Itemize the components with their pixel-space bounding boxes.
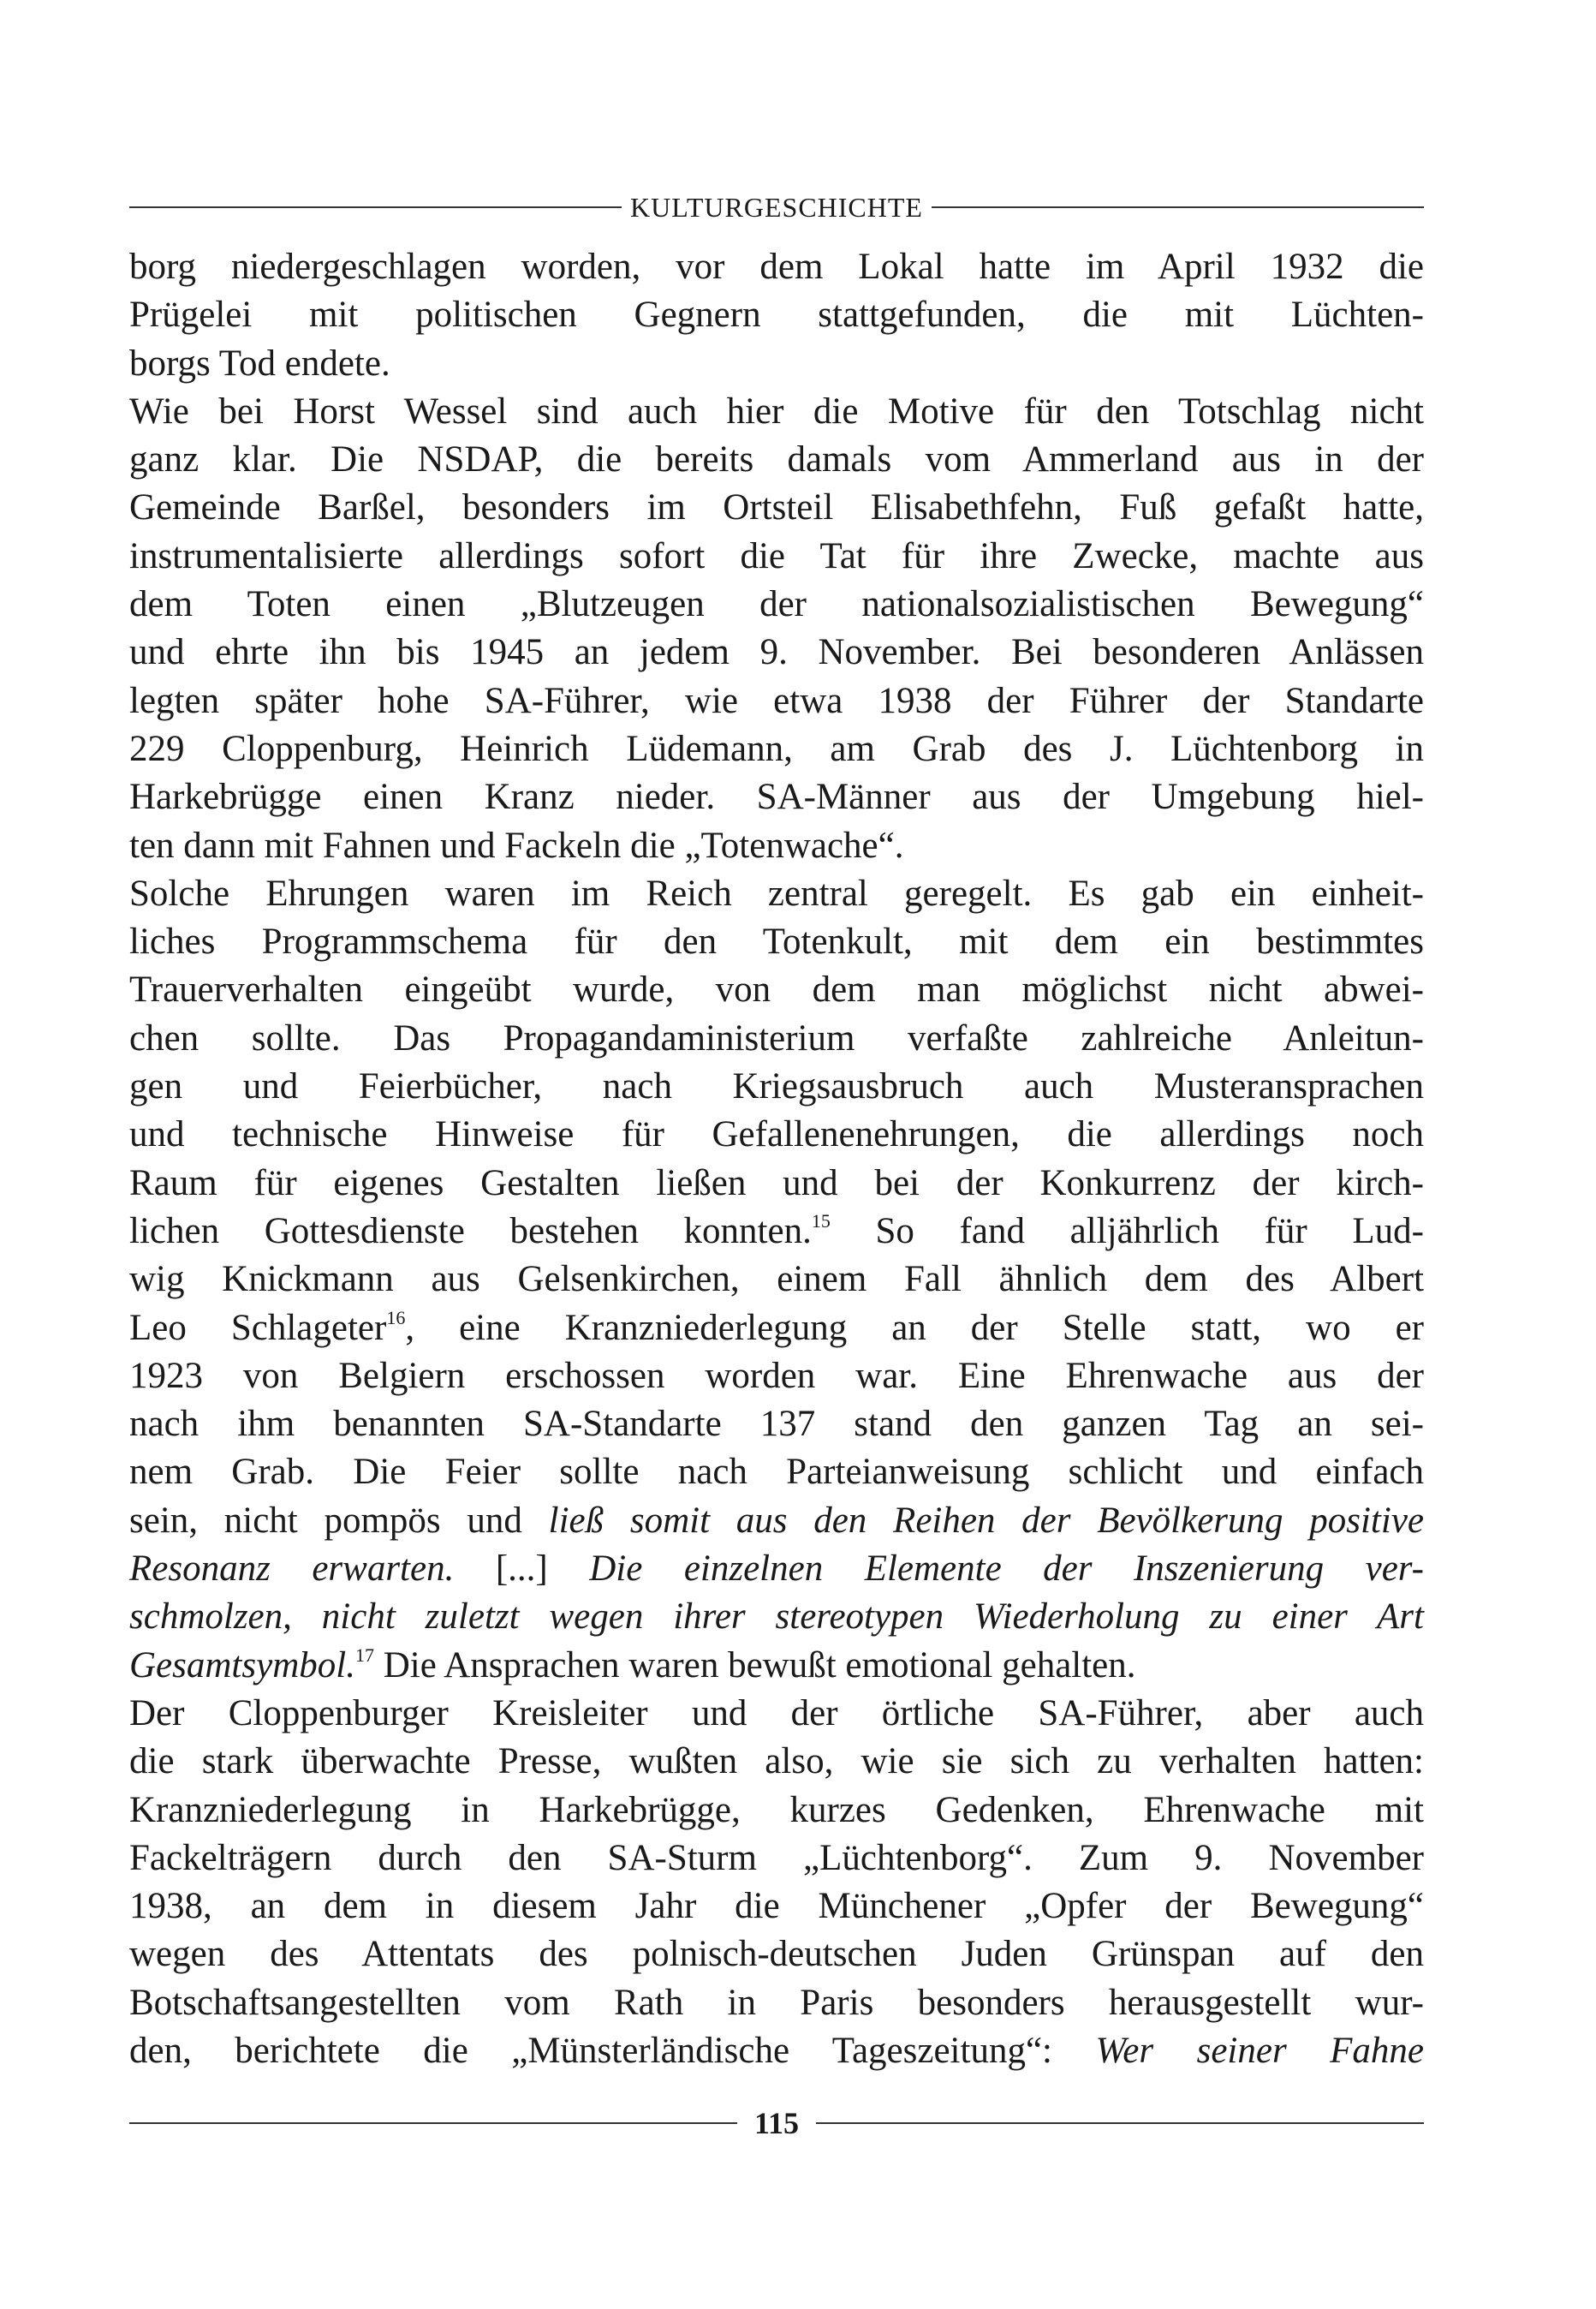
text-run: liches Programmschema für den Totenkult, mit dem ein bestimmtes [129,922,1424,963]
text-line [129,243,1424,291]
text-line [129,725,1424,773]
text-line [129,291,1424,339]
text-run: lichen Gottesdienste bestehen konnten. [129,1210,812,1251]
text-line [129,1593,1424,1641]
text-run: borg niedergeschlagen worden, vor dem Lokal hatte im April 1932 die [129,247,1424,287]
footer-rule-right [816,2122,1424,2124]
text-run: , eine Kranzniederlegung an der Stelle statt, wo er [405,1307,1424,1348]
footer-rule-left [129,2122,737,2124]
footnote-ref: 15 [811,1209,831,1232]
text-line [129,1448,1424,1496]
text-line [129,388,1424,436]
running-header [129,190,1424,224]
text-line [129,629,1424,677]
text-line [129,1497,1424,1545]
text-run: und technische Hinweise für Gefallenenehrungen, die allerdings noch [129,1114,1424,1155]
text-line [129,484,1424,532]
text-run: 229 Cloppenburg, Heinrich Lüdemann, am Grab des J. Lüchtenborg in [129,728,1424,769]
text-run: Leo Schlageter [129,1307,387,1348]
text-line [129,2027,1424,2075]
text-run: Fackelträgern durch den SA-Sturm „Lüchtenborg“. Zum 9. November [129,1837,1424,1878]
text-run: borgs Tod endete. [129,343,390,384]
text-run: instrumentalisierte allerdings sofort die Tat für ihre Zwecke, machte aus [129,535,1424,576]
text-line [129,1787,1424,1835]
italic-quote: schmolzen, nicht zuletzt wegen ihrer stereotypen Wiederholung zu einer Art [129,1596,1424,1638]
section-title: KULTURGESCHICHTE [630,191,923,223]
text-run: Der Cloppenburger Kreisleiter und der örtliche SA-Führer, aber auch [129,1692,1424,1733]
text-run: sein, nicht pompös und [129,1500,549,1541]
text-line [129,1063,1424,1111]
text-run: Harkebrügge einen Kranz nieder. SA-Männer aus der Umgebung hiel- [129,777,1424,818]
text-line [129,822,1424,870]
text-run: nach ihm benannten SA-Standarte 137 stand den ganzen Tag an sei- [129,1404,1424,1445]
text-run: und ehrte ihn bis 1945 an jedem 9. November. Bei besonderen Anlässen [129,632,1424,673]
text-line [129,1690,1424,1738]
text-run: gen und Feierbücher, nach Kriegsausbruch auch Musteransprachen [129,1066,1424,1107]
text-run: Die Ansprachen waren bewußt emotional gehalten. [373,1644,1136,1686]
text-run: 1938, an dem in diesem Jahr die Münchener „Opfer der Bewegung“ [129,1886,1424,1927]
text-line [129,1352,1424,1400]
text-line [129,1304,1424,1352]
italic-quote: ließ somit aus den Reihen der Bevölkerung positive [548,1500,1424,1541]
header-rule-left [129,206,622,208]
text-line [129,1642,1424,1690]
text-line [129,1545,1424,1593]
text-line [129,1208,1424,1256]
italic-quote: Gesamtsymbol. [129,1644,355,1686]
text-line [129,340,1424,388]
header-rule-right [932,206,1424,208]
text-line [129,1015,1424,1063]
footnote-ref: 16 [386,1306,406,1328]
text-line [129,1738,1424,1786]
text-line [129,918,1424,966]
page-footer [129,2105,1424,2141]
text-run: Raum für eigenes Gestalten ließen und bei der Konkurrenz der kirch- [129,1162,1424,1203]
text-line [129,533,1424,581]
text-line [129,773,1424,821]
footnote-ref: 17 [354,1644,374,1666]
text-run: [...] [454,1548,590,1590]
text-run: Trauerverhalten eingeübt wurde, von dem man möglichst nicht abwei- [129,970,1424,1011]
text-run: Kranzniederlegung in Harkebrügge, kurzes Gedenken, Ehrenwache mit [129,1789,1424,1830]
text-line [129,1979,1424,2027]
text-run: ten dann mit Fahnen und Fackeln die „Totenwache“. [129,825,904,866]
italic-quote: Wer seiner Fahne [1095,2030,1424,2071]
text-line [129,1160,1424,1208]
italic-quote: Die einzelnen Elemente der Inszenierung ver- [589,1548,1424,1590]
text-run: chen sollte. Das Propagandaministerium verfaßte zahlreiche Anleitun- [129,1017,1424,1059]
text-line [129,1111,1424,1159]
text-line [129,1930,1424,1978]
text-line [129,1256,1424,1304]
text-line [129,1400,1424,1448]
text-line [129,677,1424,725]
text-run: legten später hohe SA-Führer, wie etwa 1938 der Führer der Standarte [129,680,1424,721]
text-run: 1923 von Belgiern erschossen worden war. Eine Ehrenwache aus der [129,1355,1424,1396]
text-run: ganz klar. Die NSDAP, die bereits damals vom Ammerland aus in der [129,439,1424,480]
text-run: die stark überwachte Presse, wußten also, wie sie sich zu verhalten hatten: [129,1741,1424,1782]
text-run: wig Knickmann aus Gelsenkirchen, einem Fall ähnlich dem des Albert [129,1259,1424,1300]
text-run: Wie bei Horst Wessel sind auch hier die Motive für den Totschlag nicht [129,391,1424,432]
text-run: nem Grab. Die Feier sollte nach Parteianweisung schlicht und einfach [129,1452,1424,1493]
text-run: Botschaftsangestellten vom Rath in Paris besonders herausgestellt wur- [129,1982,1424,2023]
body-text [129,243,1424,2075]
text-run: Solche Ehrungen waren im Reich zentral geregelt. Es gab ein einheit- [129,873,1424,914]
text-run: dem Toten einen „Blutzeugen der nationalsozialistischen Bewegung“ [129,584,1424,625]
text-line [129,1835,1424,1882]
text-line [129,1882,1424,1930]
text-line [129,581,1424,629]
text-run: So fand alljährlich für Lud- [830,1210,1424,1251]
text-run: Prügelei mit politischen Gegnern stattgefunden, die mit Lüchten- [129,295,1424,336]
text-line [129,870,1424,918]
italic-quote: Resonanz erwarten. [129,1548,455,1590]
text-run: den, berichtete die „Münsterländische Tageszeitung“: [129,2030,1096,2071]
page-number: 115 [754,2106,800,2140]
text-run: wegen des Attentats des polnisch-deutschen Juden Grünspan auf den [129,1934,1424,1975]
text-line [129,436,1424,484]
text-run: Gemeinde Barßel, besonders im Ortsteil Elisabethfehn, Fuß gefaßt hatte, [129,487,1424,528]
text-line [129,966,1424,1014]
